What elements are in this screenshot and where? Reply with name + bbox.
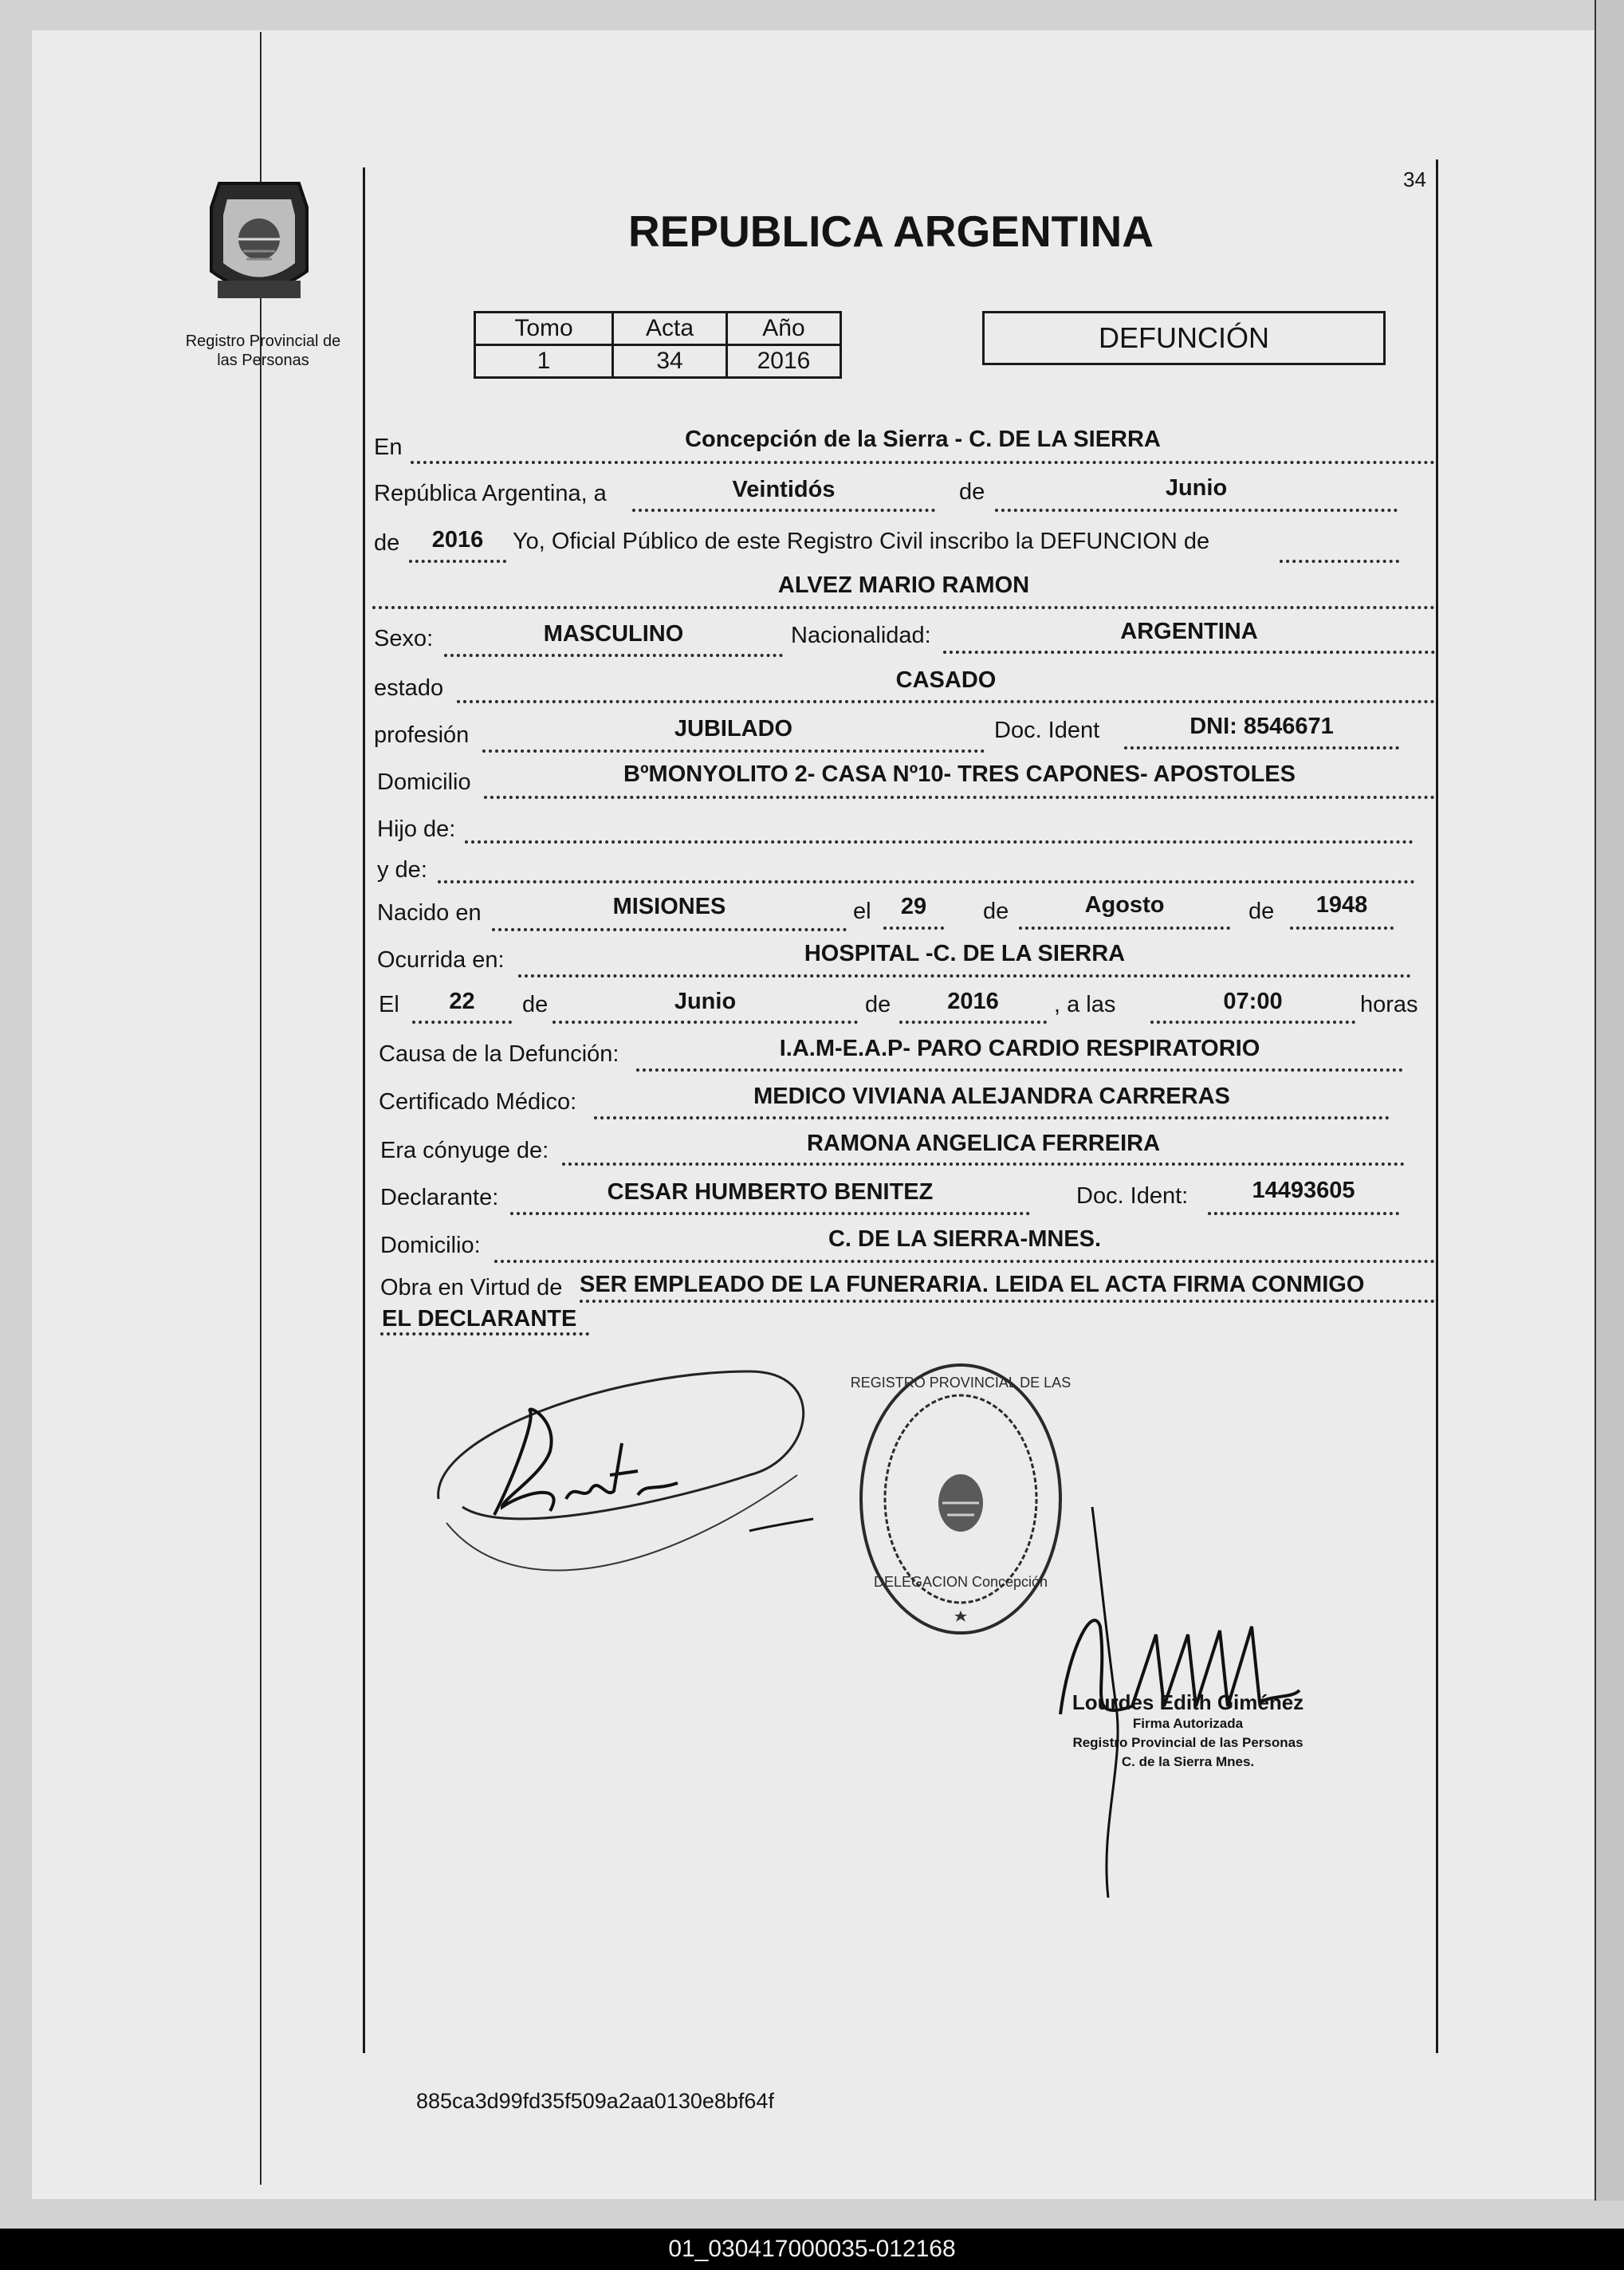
value-birth-day: 29 bbox=[900, 894, 927, 919]
value-death-month: Junio bbox=[674, 989, 737, 1014]
label-de-year: de bbox=[374, 530, 400, 556]
header-ano: Año bbox=[727, 313, 841, 345]
value-month: Junio bbox=[1165, 475, 1228, 501]
label-certificado: Certificado Médico: bbox=[379, 1089, 577, 1115]
label-de-d1: de bbox=[522, 992, 549, 1017]
label-nacionalidad: Nacionalidad: bbox=[791, 623, 931, 648]
label-domicilio: Domicilio bbox=[377, 769, 471, 795]
value-cause: I.A.M-E.A.P- PARO CARDIO RESPIRATORIO bbox=[779, 1036, 1260, 1061]
label-estado: estado bbox=[374, 675, 444, 701]
official-office: Registro Provincial de las Personas bbox=[1072, 1735, 1304, 1750]
official-role: Firma Autorizada bbox=[1132, 1716, 1244, 1731]
value-deceased-name: ALVEZ MARIO RAMON bbox=[777, 572, 1030, 598]
label-declarante: Declarante: bbox=[380, 1185, 499, 1210]
label-en: En bbox=[374, 435, 403, 460]
value-ano: 2016 bbox=[727, 345, 841, 378]
label-el-birth: el bbox=[853, 899, 871, 924]
value-declarant-doc: 14493605 bbox=[1252, 1178, 1355, 1203]
value-birth-place: MISIONES bbox=[612, 894, 726, 919]
value-declarant-address: C. DE LA SIERRA-MNES. bbox=[828, 1226, 1102, 1252]
label-de-d2: de bbox=[865, 992, 891, 1017]
label-horas: horas bbox=[1360, 992, 1418, 1017]
value-death-time: 07:00 bbox=[1223, 989, 1283, 1014]
label-domicilio-decl: Domicilio: bbox=[380, 1233, 481, 1258]
label-causa: Causa de la Defunción: bbox=[379, 1041, 619, 1067]
seal-outer-text: REGISTRO PROVINCIAL DE LAS bbox=[850, 1375, 1072, 1391]
value-spouse: RAMONA ANGELICA FERREIRA bbox=[806, 1131, 1161, 1156]
document-hash: 885ca3d99fd35f509a2aa0130e8bf64f bbox=[416, 2089, 774, 2113]
value-place: Concepción de la Sierra - C. DE LA SIERRA bbox=[685, 427, 1161, 452]
seal-inner-text: DELEGACION Concepción bbox=[873, 1574, 1048, 1590]
value-acta: 34 bbox=[613, 345, 727, 378]
form-right-border bbox=[1436, 159, 1438, 2053]
label-doc-ident: Doc. Ident bbox=[994, 718, 1100, 743]
value-sex: MASCULINO bbox=[543, 621, 684, 647]
value-birth-month: Agosto bbox=[1084, 892, 1165, 918]
header-acta: Acta bbox=[613, 313, 727, 345]
page-number: 34 bbox=[1403, 167, 1426, 191]
registry-caption-line1: Registro Provincial de bbox=[185, 332, 341, 350]
value-year: 2016 bbox=[431, 527, 484, 553]
registry-caption bbox=[167, 332, 359, 370]
header-tomo: Tomo bbox=[475, 313, 613, 345]
label-de-b2: de bbox=[1248, 899, 1275, 924]
label-profesion: profesión bbox=[374, 722, 470, 748]
label-a-las: , a las bbox=[1054, 992, 1116, 1017]
declarant-signature bbox=[415, 1340, 861, 1619]
label-doc-ident-decl: Doc. Ident: bbox=[1076, 1183, 1189, 1209]
label-de-month: de bbox=[959, 479, 985, 505]
value-day: Veintidós bbox=[732, 477, 836, 502]
value-tomo: 1 bbox=[475, 345, 613, 378]
value-doc-id: DNI: 8546671 bbox=[1189, 714, 1334, 739]
registry-caption-line2: las Personas bbox=[217, 352, 309, 369]
form-left-border bbox=[363, 167, 365, 2053]
label-ocurrida-en: Ocurrida en: bbox=[377, 947, 505, 973]
value-death-day: 22 bbox=[449, 989, 475, 1014]
document-title: REPUBLICA ARGENTINA bbox=[628, 207, 1154, 256]
label-republica: República Argentina, a bbox=[374, 481, 607, 506]
value-address: BºMONYOLITO 2- CASA Nº10- TRES CAPONES- APOSTOLES bbox=[623, 761, 1296, 787]
record-type-box: DEFUNCIÓN bbox=[982, 311, 1386, 365]
label-sexo: Sexo: bbox=[374, 626, 434, 651]
label-de-b1: de bbox=[983, 899, 1009, 924]
value-declarant: CESAR HUMBERTO BENITEZ bbox=[607, 1179, 934, 1205]
province-seal-icon bbox=[195, 175, 323, 311]
value-marital-status: CASADO bbox=[895, 667, 997, 693]
scan-footer-id: 01_030417000035-012168 bbox=[0, 2229, 1624, 2270]
label-conyuge: Era cónyuge de: bbox=[380, 1138, 549, 1163]
field-and-of bbox=[438, 856, 1415, 883]
label-obra: Obra en Virtud de bbox=[380, 1275, 563, 1300]
value-nationality: ARGENTINA bbox=[1120, 619, 1258, 644]
value-death-place: HOSPITAL -C. DE LA SIERRA bbox=[804, 941, 1126, 966]
label-y-de: y de: bbox=[377, 857, 427, 883]
value-obra-line1: SER EMPLEADO DE LA FUNERARIA. LEIDA EL ACTA FIRMA CONMIGO bbox=[580, 1272, 1365, 1297]
value-obra-line2: EL DECLARANTE bbox=[382, 1306, 577, 1332]
value-birth-year: 1948 bbox=[1315, 892, 1368, 918]
official-location: C. de la Sierra Mnes. bbox=[1121, 1754, 1255, 1769]
field-inscribo-end bbox=[1280, 536, 1399, 563]
value-death-year: 2016 bbox=[947, 989, 999, 1014]
round-official-seal bbox=[850, 1355, 1072, 1650]
label-hijo-de: Hijo de: bbox=[377, 816, 456, 842]
value-profession: JUBILADO bbox=[674, 716, 793, 742]
official-name: Lourdes Edith Giménez bbox=[1072, 1690, 1304, 1714]
adjacent-page-strip bbox=[1596, 0, 1624, 2201]
record-table bbox=[474, 311, 842, 379]
label-nacido-en: Nacido en bbox=[377, 900, 482, 926]
value-medical-certificate: MEDICO VIVIANA ALEJANDRA CARRERAS bbox=[753, 1084, 1230, 1109]
label-inscribo: Yo, Oficial Público de este Registro Civil inscribo la DEFUNCION de bbox=[513, 529, 1210, 554]
label-el-death: El bbox=[379, 992, 399, 1017]
field-son-of bbox=[465, 816, 1414, 844]
